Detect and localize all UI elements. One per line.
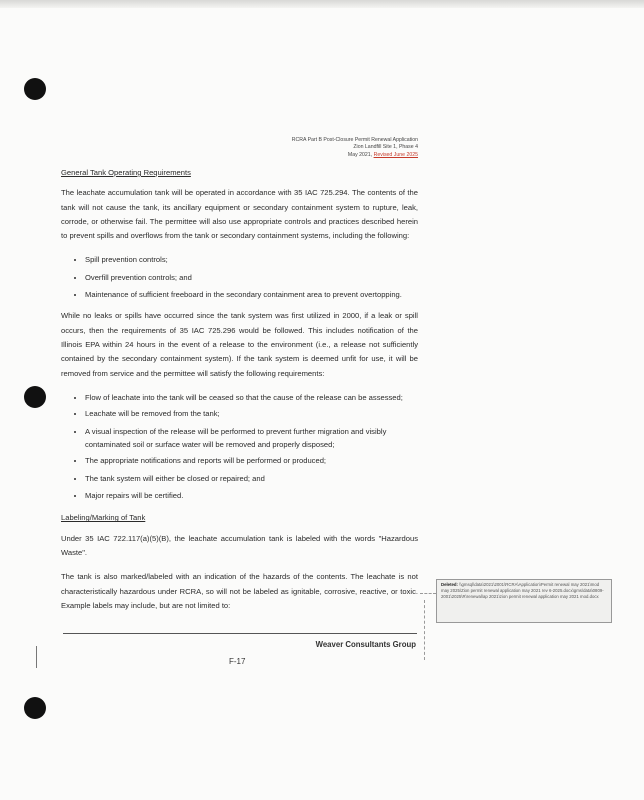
comment-margin-line [424,600,425,660]
list-item: • Major repairs will be certified. [85,489,418,503]
comment-connector [420,593,436,594]
revision-comment-balloon[interactable] [436,579,612,623]
comment-label: Deleted: [441,582,458,587]
document-body [61,166,418,623]
footer-company: Weaver Consultants Group [315,640,416,649]
requirements-list [61,391,418,503]
general-intro-paragraph: The leachate accumulation tank will be operated in accordance with 35 IAC 725.294. The contents of the tank will not cause the tank, its ancillary equipment or secondary containment system to rupture, leak, corrode, or otherwise fail. The permittee will also use appropriate controls and practices described herein to prevent spills and overflows from the tank or secondary containment systems, including the following: [61,188,418,241]
control-list [61,253,418,301]
list-item: • Spill prevention controls; [85,253,418,267]
list-item: • Maintenance of sufficient freeboard in the secondary containment area to prevent overtopping. [85,288,418,301]
labeling-hazards-paragraph: The tank is also marked/labeled with an indication of the hazards of the contents. The leachate is not characteristically hazardous under RCRA, so will not be labeled as ignitable, corrosive, reactive, or toxic. Example labels may include, but are not limited to: [61,572,418,610]
header-date-line: May 2021, Revised June 2025 [347,151,418,158]
comment-text: \\gmsql\data\2021\2001\RCRA\Application\Permit renewal may 2021\mod may 2025\Zion permit renewal application may 2021 rev 6-2025.docx\gms\data\0809-2001\2025\R\renewal\ap 2021\zion permit renewal application may 2021 mod.docx [441,582,604,600]
list-item: • The appropriate notifications and reports will be performed or produced; [85,454,418,468]
punch-hole-middle [24,386,46,408]
header-site: Zion Landfill Site 1, Phase 4 [353,144,418,151]
punch-hole-top [24,78,46,100]
list-item: • A visual inspection of the release will be performed to prevent further migration and visibly contaminated soil or surface water will be removed and properly disposed; [85,425,418,452]
document-header [292,137,418,159]
header-title: RCRA Part B Post-Closure Permit Renewal Application [291,137,418,143]
list-item: • Flow of leachate into the tank will be ceased so that the cause of the release can be assessed; [85,391,418,404]
section-heading-general: General Tank Operating Requirements [61,168,191,177]
labeling-paragraph: Under 35 IAC 722.117(a)(5)(B), the leachate accumulation tank is labeled with the words "Hazardous Waste". [61,533,418,557]
scan-edge [0,0,644,8]
spill-paragraph: While no leaks or spills have occurred since the tank system was first utilized in 2000, if a leak or spill occurs, then the requirements of 35 IAC 725.296 would be followed. This includes notification of the Illinois EPA within 24 hours in the event of a release to the environment (i.e., a release not sufficiently contained by the secondary containment system). If the tank system is deemed unfit for use, it will be removed from service and the permittee will satisfy the following requirements: [61,311,418,378]
list-item: • Overfill prevention controls; and [85,271,418,285]
punch-hole-bottom [24,697,46,719]
page-number: F-17 [229,657,246,666]
section-heading-labeling: Labeling/Marking of Tank [61,513,146,523]
margin-mark [36,646,37,668]
list-item: • Leachate will be removed from the tank; [85,407,418,421]
header-date: May 2021 [347,151,371,158]
footer-divider [63,633,417,634]
list-item: • The tank system will either be closed or repaired; and [85,472,418,486]
header-revised: Revised June 2025 [373,151,418,158]
